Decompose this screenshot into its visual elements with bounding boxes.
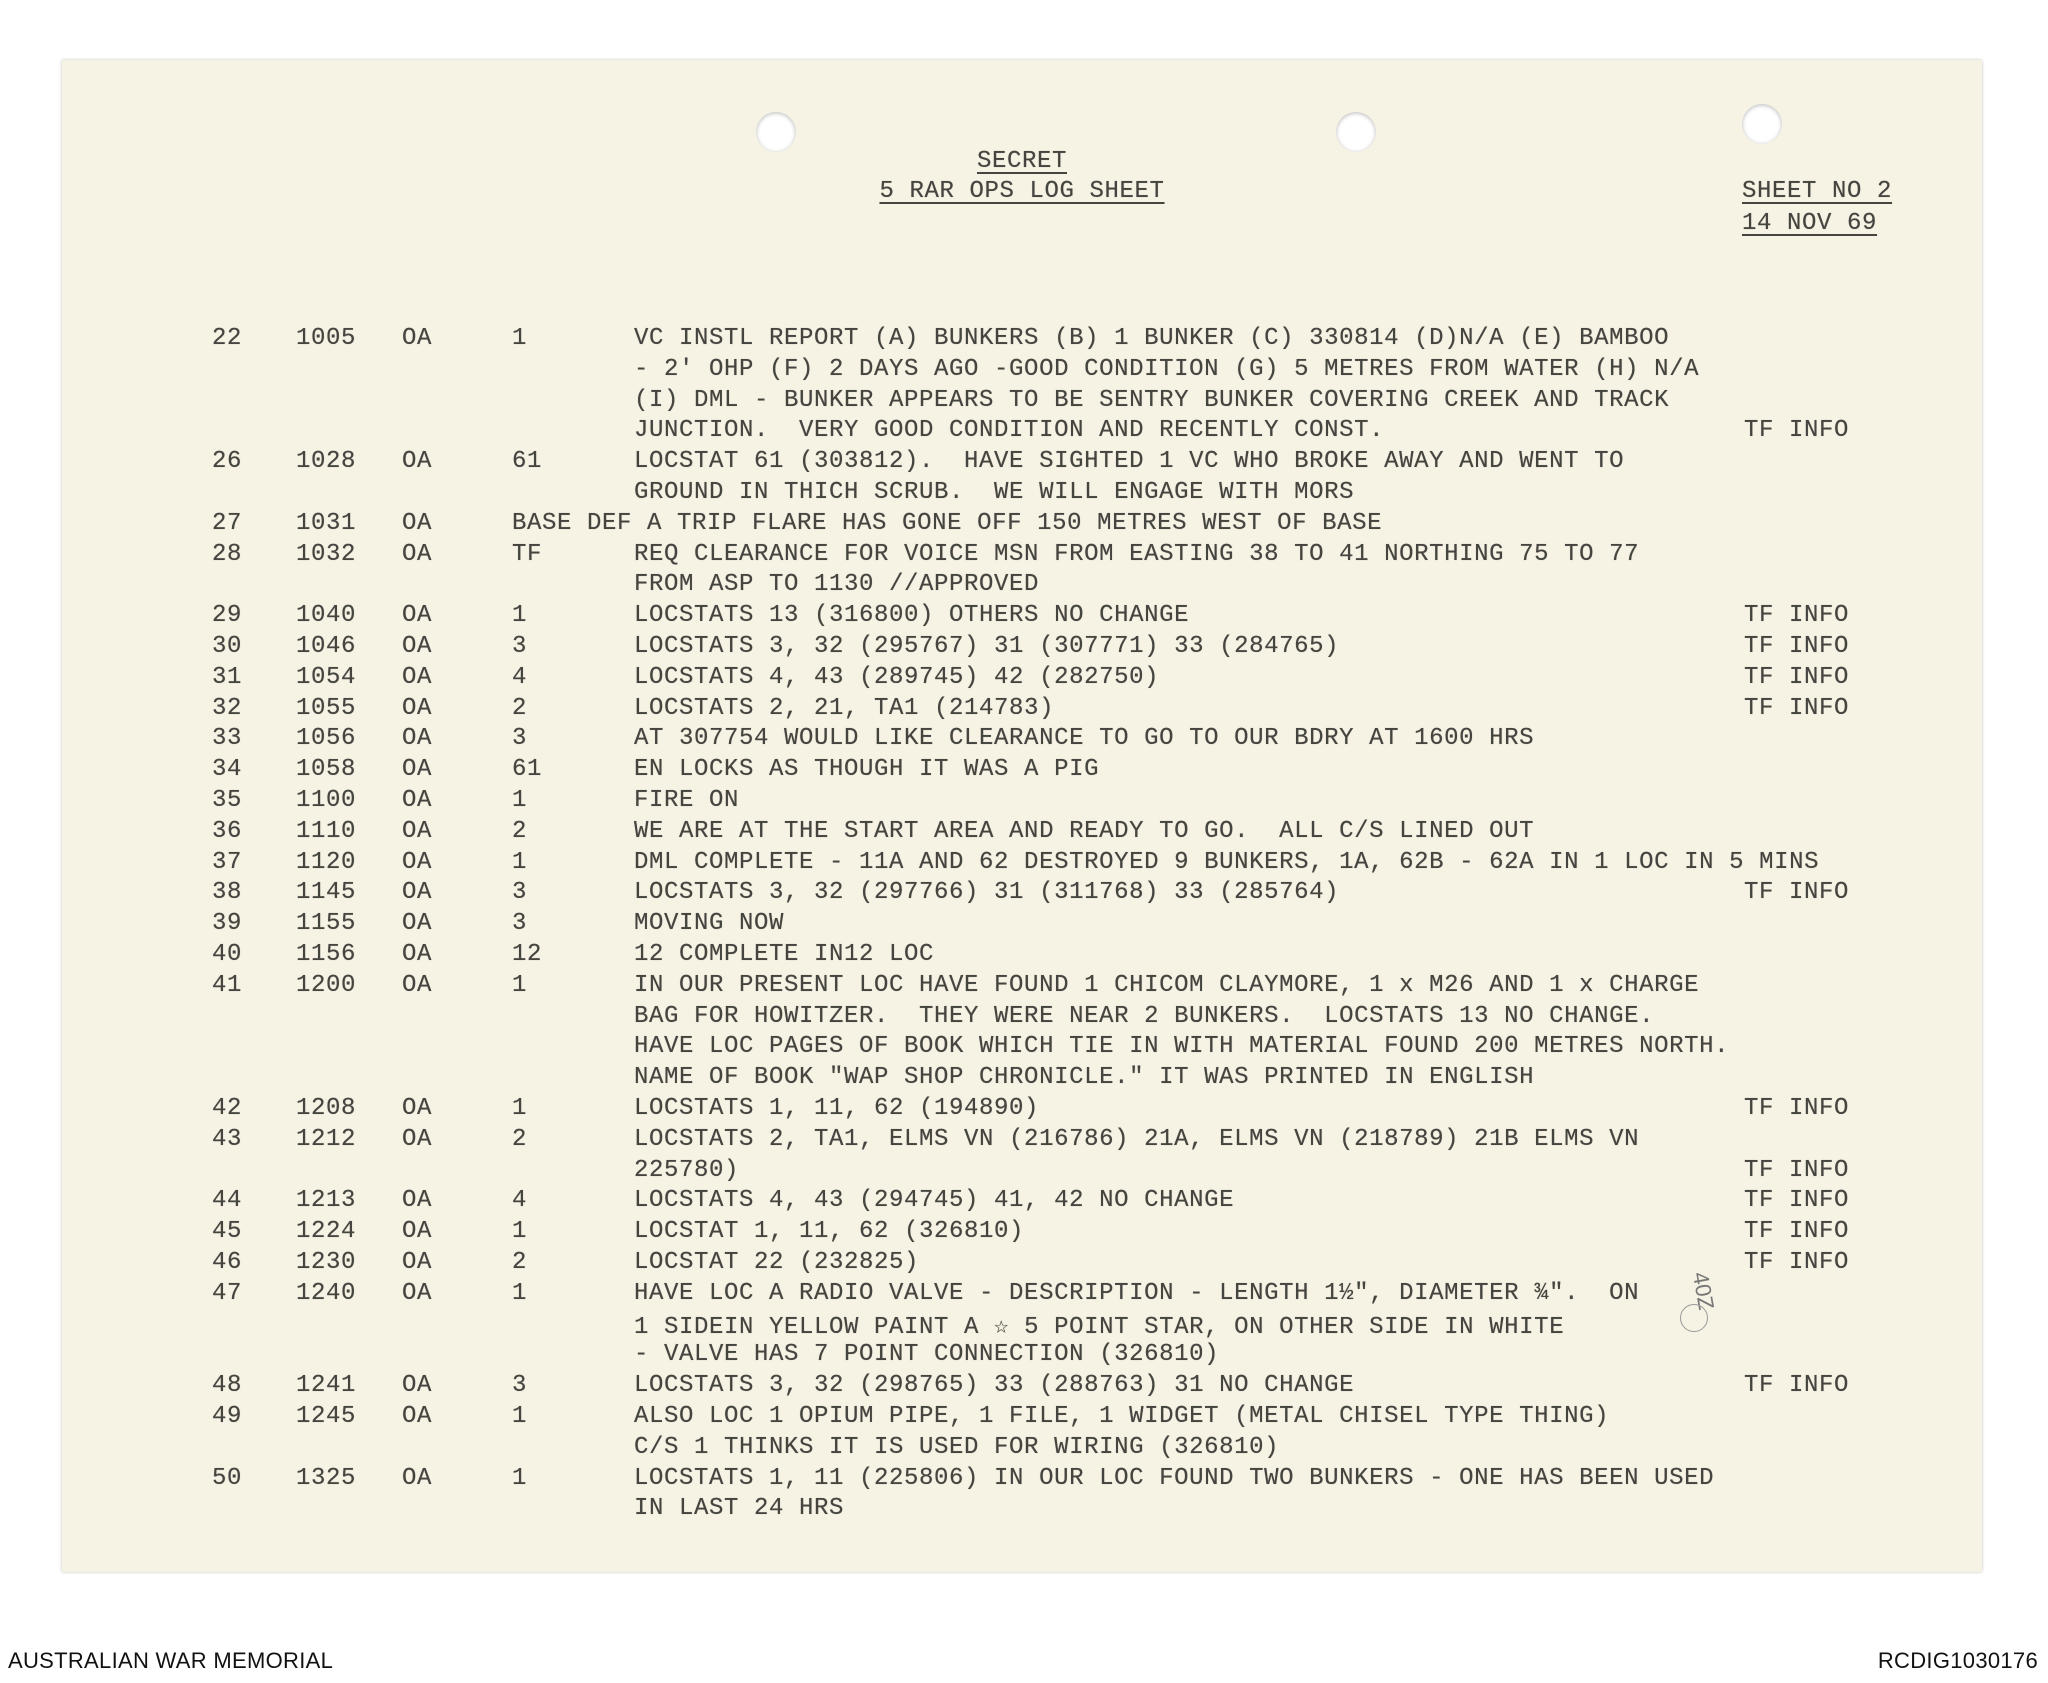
entry-action: TF INFO xyxy=(1744,694,1850,722)
entry-serial: 44 xyxy=(212,1187,243,1215)
entry-action: TF INFO xyxy=(1744,417,1850,445)
entry-event-line: C/S 1 THINKS IT IS USED FOR WIRING (326810) xyxy=(634,1433,1280,1461)
entry-time: 1054 xyxy=(296,663,357,691)
entry-from: OA xyxy=(402,663,433,691)
entry-to: 2 xyxy=(512,694,528,722)
entry-time: 1028 xyxy=(296,448,357,476)
entry-to: 3 xyxy=(512,1372,528,1400)
entry-from: OA xyxy=(402,448,433,476)
entry-event-line: 225780) xyxy=(634,1156,740,1184)
log-entry xyxy=(62,448,1982,506)
entry-serial: 34 xyxy=(212,756,243,784)
log-entry xyxy=(62,1125,1982,1184)
entry-event-line: JUNCTION. VERY GOOD CONDITION AND RECENTLY CONST. xyxy=(634,417,1385,445)
entry-serial: 38 xyxy=(212,879,243,907)
entry-from: OA xyxy=(402,817,433,845)
entry-from: OA xyxy=(402,910,433,938)
entry-serial: 32 xyxy=(212,694,243,722)
entry-from: OA xyxy=(402,1403,433,1430)
entry-time: 1100 xyxy=(296,787,357,814)
log-entry xyxy=(62,1403,1982,1461)
entry-serial: 22 xyxy=(212,325,243,352)
log-entry xyxy=(62,510,1982,541)
log-entry xyxy=(62,725,1982,756)
entry-action: TF INFO xyxy=(1744,633,1850,660)
entry-to: 1 xyxy=(512,1095,528,1122)
document-sheet xyxy=(62,60,1982,1572)
entry-from: OA xyxy=(402,787,433,814)
entry-from: OA xyxy=(402,1095,433,1122)
log-entry xyxy=(62,325,1982,445)
entry-to: 1 xyxy=(512,1403,528,1430)
log-title: 5 RAR OPS LOG SHEET xyxy=(879,178,1165,205)
entry-time: 1058 xyxy=(296,756,357,784)
log-entry xyxy=(62,1372,1982,1403)
entry-time: 1240 xyxy=(296,1279,357,1307)
entry-from: OA xyxy=(402,694,433,722)
entry-from: OA xyxy=(402,879,433,907)
entry-event-line: LOCSTAT 61 (303812). HAVE SIGHTED 1 VC WHO BROKE AWAY AND WENT TO xyxy=(634,448,1625,476)
entry-time: 1230 xyxy=(296,1249,357,1276)
entry-event-line: IN OUR PRESENT LOC HAVE FOUND 1 CHICOM CLAYMORE, 1 x M26 AND 1 x CHARGE xyxy=(634,971,1700,999)
footer-id: RCDIG1030176 xyxy=(1877,1648,2038,1673)
entry-time: 1213 xyxy=(296,1187,357,1215)
entry-event-line: 12 COMPLETE IN12 LOC xyxy=(634,941,935,968)
entry-serial: 28 xyxy=(212,540,243,568)
log-entry xyxy=(62,540,1982,599)
entry-action: TF INFO xyxy=(1744,1187,1850,1215)
entry-time: 1056 xyxy=(296,725,357,753)
entry-serial: 48 xyxy=(212,1372,243,1400)
log-entry xyxy=(62,849,1982,880)
entry-to: 1 xyxy=(512,325,528,352)
punch-hole xyxy=(756,112,796,152)
log-entry xyxy=(62,910,1982,941)
punch-hole xyxy=(1336,112,1376,152)
entry-serial: 33 xyxy=(212,725,243,753)
log-entry xyxy=(62,818,1982,849)
entry-time: 1120 xyxy=(296,848,357,876)
entry-event-line: BAG FOR HOWITZER. THEY WERE NEAR 2 BUNKERS. LOCSTATS 13 NO CHANGE. xyxy=(634,1002,1655,1030)
entry-from: OA xyxy=(402,971,433,999)
entry-to: BASE DEF A TRIP FLARE HAS GONE OFF 150 METRES WEST OF BASE xyxy=(512,509,1383,537)
log-entry xyxy=(62,602,1982,633)
entry-to: 3 xyxy=(512,725,528,753)
entry-serial: 47 xyxy=(212,1279,243,1307)
entry-to: 1 xyxy=(512,848,528,876)
entry-event-line: AT 307754 WOULD LIKE CLEARANCE TO GO TO OUR BDRY AT 1600 HRS xyxy=(634,725,1535,753)
log-entry xyxy=(62,1464,1982,1523)
entry-time: 1325 xyxy=(296,1464,357,1492)
entry-from: OA xyxy=(402,848,433,876)
entry-action: TF INFO xyxy=(1744,1218,1850,1246)
entry-to: 2 xyxy=(512,817,528,845)
entry-from: OA xyxy=(402,1249,433,1276)
entry-to: 3 xyxy=(512,633,528,660)
entry-event-line: LOCSTATS 13 (316800) OTHERS NO CHANGE xyxy=(634,602,1190,630)
handwritten-annotation-mark: 40Z xyxy=(1687,1270,1720,1312)
entry-to: 1 xyxy=(512,971,528,999)
entry-event-line: 1 SIDEIN YELLOW PAINT A ☆ 5 POINT STAR, ON OTHER SIDE IN WHITE xyxy=(634,1313,1565,1341)
entry-to: 2 xyxy=(512,1125,528,1153)
entry-to: 3 xyxy=(512,910,528,938)
log-entry xyxy=(62,1218,1982,1249)
entry-event-line: LOCSTATS 2, TA1, ELMS VN (216786) 21A, ELMS VN (218789) 21B ELMS VN xyxy=(634,1125,1640,1153)
entry-serial: 37 xyxy=(212,848,243,876)
entry-event-line: FROM ASP TO 1130 //APPROVED xyxy=(634,571,1040,599)
entry-time: 1245 xyxy=(296,1403,357,1430)
entry-event-line: LOCSTAT 1, 11, 62 (326810) xyxy=(634,1218,1025,1246)
entry-from: OA xyxy=(402,1125,433,1153)
entry-serial: 26 xyxy=(212,448,243,476)
entry-serial: 31 xyxy=(212,663,243,691)
log-entry xyxy=(62,1187,1982,1218)
entry-event-line: FIRE ON xyxy=(634,787,740,814)
entry-event-line: LOCSTATS 1, 11 (225806) IN OUR LOC FOUND TWO BUNKERS - ONE HAS BEEN USED xyxy=(634,1464,1715,1492)
entry-from: OA xyxy=(402,1464,433,1492)
entry-event-line: NAME OF BOOK "WAP SHOP CHRONICLE." IT WAS PRINTED IN ENGLISH xyxy=(634,1064,1535,1092)
entry-event-line: HAVE LOC A RADIO VALVE - DESCRIPTION - LENGTH 1½", DIAMETER ¾". ON xyxy=(634,1279,1640,1307)
entry-serial: 45 xyxy=(212,1218,243,1246)
sheet-date: 14 NOV 69 xyxy=(1742,210,1878,237)
entry-action: TF INFO xyxy=(1744,1095,1850,1122)
entry-to: 4 xyxy=(512,1187,528,1215)
entry-event-line: HAVE LOC PAGES OF BOOK WHICH TIE IN WITH MATERIAL FOUND 200 METRES NORTH. xyxy=(634,1033,1730,1061)
punch-hole xyxy=(1742,104,1782,144)
entry-time: 1224 xyxy=(296,1218,357,1246)
footer-source: AUSTRALIAN WAR MEMORIAL xyxy=(8,1648,334,1673)
log-entry xyxy=(62,756,1982,787)
entry-event-line: VC INSTL REPORT (A) BUNKERS (B) 1 BUNKER (C) 330814 (D)N/A (E) BAMBOO xyxy=(634,325,1670,352)
entry-to: 1 xyxy=(512,1464,528,1492)
entry-from: OA xyxy=(402,509,433,537)
entry-from: OA xyxy=(402,602,433,630)
entry-from: OA xyxy=(402,1372,433,1400)
log-entry xyxy=(62,879,1982,910)
entry-time: 1145 xyxy=(296,879,357,907)
entry-time: 1110 xyxy=(296,817,357,845)
entry-event-line: LOCSTAT 22 (232825) xyxy=(634,1249,920,1276)
entry-serial: 39 xyxy=(212,910,243,938)
log-entry xyxy=(62,787,1982,818)
entry-serial: 40 xyxy=(212,941,243,968)
entry-time: 1155 xyxy=(296,910,357,938)
log-entry xyxy=(62,971,1982,1092)
entry-serial: 43 xyxy=(212,1125,243,1153)
entry-event-line: (I) DML - BUNKER APPEARS TO BE SENTRY BUNKER COVERING CREEK AND TRACK xyxy=(634,386,1670,414)
entry-from: OA xyxy=(402,725,433,753)
entry-serial: 46 xyxy=(212,1249,243,1276)
entry-from: OA xyxy=(402,1187,433,1215)
log-entry xyxy=(62,664,1982,695)
entry-event-line: WE ARE AT THE START AREA AND READY TO GO. ALL C/S LINED OUT xyxy=(634,817,1535,845)
entry-from: OA xyxy=(402,1279,433,1307)
entry-time: 1005 xyxy=(296,325,357,352)
entry-action: TF INFO xyxy=(1744,1249,1850,1276)
entry-to: 1 xyxy=(512,787,528,814)
entry-event-line: EN LOCKS AS THOUGH IT WAS A PIG xyxy=(634,756,1100,784)
entry-to: 4 xyxy=(512,663,528,691)
entry-from: OA xyxy=(402,1218,433,1246)
entry-time: 1156 xyxy=(296,941,357,968)
entry-event-line: - VALVE HAS 7 POINT CONNECTION (326810) xyxy=(634,1341,1220,1369)
entry-event-line: LOCSTATS 3, 32 (298765) 33 (288763) 31 NO CHANGE xyxy=(634,1372,1355,1400)
entry-event-line: GROUND IN THICH SCRUB. WE WILL ENGAGE WITH MORS xyxy=(634,478,1355,506)
entry-time: 1055 xyxy=(296,694,357,722)
sheet-number: SHEET NO 2 xyxy=(1742,178,1893,205)
entry-time: 1208 xyxy=(296,1095,357,1122)
entry-to: TF xyxy=(512,540,543,568)
entry-serial: 30 xyxy=(212,633,243,660)
entry-event-line: IN LAST 24 HRS xyxy=(634,1495,845,1523)
entry-to: 1 xyxy=(512,1218,528,1246)
entry-from: OA xyxy=(402,633,433,660)
entry-to: 61 xyxy=(512,448,543,476)
entry-serial: 41 xyxy=(212,971,243,999)
entry-serial: 35 xyxy=(212,787,243,814)
entry-to: 1 xyxy=(512,1279,528,1307)
entry-serial: 49 xyxy=(212,1403,243,1430)
entry-to: 3 xyxy=(512,879,528,907)
entry-to: 61 xyxy=(512,756,543,784)
entry-event-line: MOVING NOW xyxy=(634,910,785,938)
entry-from: OA xyxy=(402,540,433,568)
entry-event-line: LOCSTATS 1, 11, 62 (194890) xyxy=(634,1095,1040,1122)
entry-time: 1032 xyxy=(296,540,357,568)
entry-time: 1046 xyxy=(296,633,357,660)
entry-action: TF INFO xyxy=(1744,663,1850,691)
entry-action: TF INFO xyxy=(1744,1372,1850,1400)
entry-time: 1031 xyxy=(296,509,357,537)
entry-serial: 29 xyxy=(212,602,243,630)
entry-serial: 27 xyxy=(212,509,243,537)
entry-serial: 36 xyxy=(212,817,243,845)
entry-event-line: LOCSTATS 3, 32 (295767) 31 (307771) 33 (284765) xyxy=(634,633,1340,660)
entry-time: 1040 xyxy=(296,602,357,630)
log-entry xyxy=(62,633,1982,664)
log-entry xyxy=(62,695,1982,726)
entry-event-line: ALSO LOC 1 OPIUM PIPE, 1 FILE, 1 WIDGET (METAL CHISEL TYPE THING) xyxy=(634,1403,1610,1430)
entry-action: TF INFO xyxy=(1744,1156,1850,1184)
entry-from: OA xyxy=(402,325,433,352)
entry-serial: 50 xyxy=(212,1464,243,1492)
log-entry xyxy=(62,1095,1982,1126)
log-entry xyxy=(62,941,1982,972)
entry-from: OA xyxy=(402,756,433,784)
entry-time: 1200 xyxy=(296,971,357,999)
entry-event-line: LOCSTATS 3, 32 (297766) 31 (311768) 33 (285764) xyxy=(634,879,1340,907)
entry-event-line: REQ CLEARANCE FOR VOICE MSN FROM EASTING 38 TO 41 NORTHING 75 TO 77 xyxy=(634,540,1640,568)
entry-event-line: - 2' OHP (F) 2 DAYS AGO -GOOD CONDITION (G) 5 METRES FROM WATER (H) N/A xyxy=(634,355,1700,383)
entry-event-line: LOCSTATS 2, 21, TA1 (214783) xyxy=(634,694,1055,722)
entry-time: 1241 xyxy=(296,1372,357,1400)
entry-to: 1 xyxy=(512,602,528,630)
entry-action: TF INFO xyxy=(1744,879,1850,907)
entry-action: TF INFO xyxy=(1744,602,1850,630)
entry-to: 12 xyxy=(512,941,543,968)
entry-event-line: LOCSTATS 4, 43 (289745) 42 (282750) xyxy=(634,663,1160,691)
entry-event-line: LOCSTATS 4, 43 (294745) 41, 42 NO CHANGE xyxy=(634,1187,1235,1215)
handwritten-circle-mark xyxy=(1680,1304,1708,1332)
entry-from: OA xyxy=(402,941,433,968)
classification-header: SECRET xyxy=(976,148,1067,175)
entry-event-line: DML COMPLETE - 11A AND 62 DESTROYED 9 BUNKERS, 1A, 62B - 62A IN 1 LOC IN 5 MINS xyxy=(634,848,1820,876)
entry-to: 2 xyxy=(512,1249,528,1276)
entry-serial: 42 xyxy=(212,1095,243,1122)
entry-time: 1212 xyxy=(296,1125,357,1153)
